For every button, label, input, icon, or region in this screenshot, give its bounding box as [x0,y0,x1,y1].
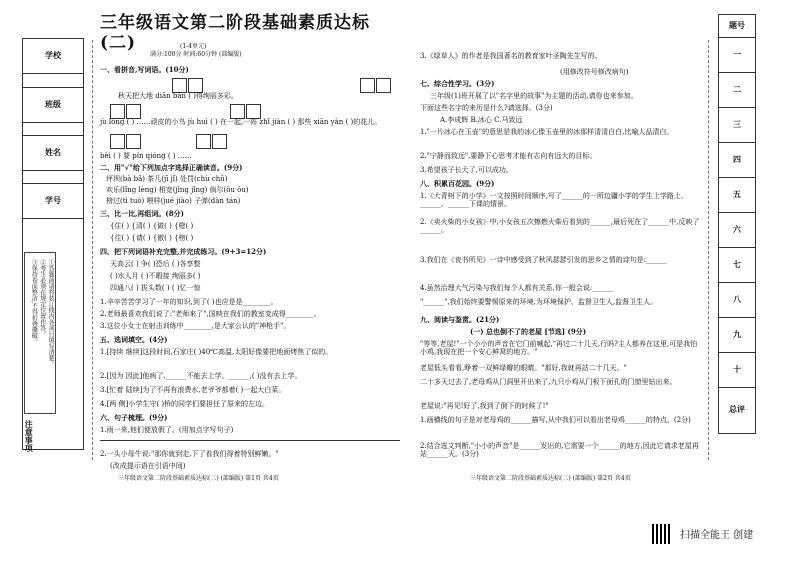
grid-cell[interactable] [126,134,141,149]
notice-line: ①答题前请将装订线内各项目填写清楚。 [47,259,55,367]
name-field [23,135,83,171]
class-field [23,87,83,123]
score-item[interactable]: 十 [719,352,755,388]
s7-intro: 三年级(1)班开展了以"名字里的故事"为主题的活动,请你也来参加。 [430,92,638,100]
s4-q2: 2.老师最喜欢我们说了:"老师来了",国映在我们的教室变成得________。 [100,310,321,318]
grid-cell[interactable] [110,104,125,119]
s7-item: 2."宁静而致远",要静下心思考才能有志向有远大的目标。 [420,152,597,160]
s2-row: 榜过(tì tuò) 喂样(jué jiào) 子弹(dàn tán) [106,197,241,205]
grid-cell[interactable] [188,78,203,93]
grid-cell[interactable] [212,134,227,149]
section-7-title: 七、综合性学习。(3分) [420,79,495,88]
s8-q4b: "______",我们始终要警惕原来的环境,为环境保护、监督卫生人,监督卫生人。 [420,298,658,306]
s1-line-4: bèi ( ) 要 pín qióng ( ) …… [100,152,192,160]
grid-cell[interactable] [110,134,125,149]
s7-item: 3.希望孩子长大了,可以成功。 [420,166,513,174]
p2-q3: 3.《绿草人》的作者是我国著名的教育家叶圣陶先生写的。 [420,52,602,60]
grid-cell[interactable] [172,78,187,93]
scanner-watermark: 扫描全能王 创建 [680,530,754,541]
s3-row: {往( ) {请( ) {傲( ) {榜( ) [110,234,194,242]
score-header: 题号 [719,15,755,38]
grid-cell[interactable] [196,134,211,149]
story-paragraph: 老屋低头看看,睁着一双鲜绿瓣的眼睛。"那好,我就再站二十几天。" [420,364,627,372]
s7-options: A.李成辉 B.冰心 C.马致远 [440,116,523,124]
s1-line-2: jù lǒng ( ) ……顽皮的小鸟 jù huì ( ) 在一起,一阵 zhǐ jiàn ( ) 那些 xiān yàn ( )的花儿。 [100,118,382,126]
section-6-title: 六、句子梳理。(9分) [100,413,168,422]
score-item[interactable]: 八 [719,282,755,318]
score-item[interactable]: 二 [719,72,755,108]
s8-q4: 4.虽然治理大气污染与我们每个人都有关系,你一般会说:______ [420,284,614,292]
section-5-title: 五、选词填空。(4分) [100,335,168,344]
grid-cell[interactable] [246,104,261,119]
s4-row: 四通八( ) 拔头数( ) ( )忆一惊 [110,284,201,292]
s1-line-1: 秋天把大地 diǎn bàn ( )得绚丽多彩。 [118,92,238,100]
s5-q2: 2.[因为 因此]他病了,______不能去上学。______,( )没有去上学。 [100,372,302,380]
number-label: 学号 [45,195,61,206]
notice-line: ③保持卷面整洁,不得折叠撕破。 [30,259,38,345]
notice-line: ②考生必须在规定位置作答。 [38,259,46,337]
score-item[interactable]: 五 [719,177,755,213]
score-item[interactable]: 七 [719,247,755,283]
writing-grid [172,78,203,93]
writing-grid [110,134,141,149]
s5-q1: 1.[持续 继续]这段时间,石家庄( )40℃高温,太阳好像要把地面烤焦了似的。 [100,348,333,356]
exam-units: (1-4单元) [180,43,207,50]
notice-box [24,252,56,414]
grid-cell[interactable] [126,104,141,119]
page-2-footer: 三年级语文第二阶段基础素质达标(二) (部编版) 第2页 共4页 [470,475,631,482]
score-total[interactable]: 总评 [729,403,745,414]
page-1-footer: 三年级语文第二阶段基础素质达标(二) (部编版) 第1页 共4页 [118,475,279,482]
section-2-title: 二、用"√"给下列加点字选择正确读音。(9分) [100,163,243,172]
s7-item: 1."一片冰心在玉壶"的意思是我的冰心像玉壶里的冰那样清清白白,比喻人品清白。 [420,128,674,136]
score-item[interactable]: 九 [719,317,755,353]
section-1-title: 一、看拼音,写词语。(10分) [100,65,189,74]
section-3-title: 三、比一比,再组词。(8分) [100,209,184,218]
s6-q2: 2.一头小母牛说:"那你就到走,下了看我们得着特别鲜嫩。" [100,450,279,458]
writing-grid [110,104,141,119]
exam-meta: 满分:100分 时间:60分钟 (部编版) [150,51,242,58]
story-paragraph: "等等,老屋!"一个小小的声音在它门前喊起,"再过二十几天,行吗?主人都养在这里,可是我怕小鸡,我现在把一个安心鲜窝的地方。" [420,340,698,357]
score-strip [718,14,756,434]
writing-grid [360,78,391,93]
writing-grid [230,104,261,119]
s6-q1: 1.雨一来,他们便放假了。(用加点字写句子) [100,426,234,434]
class-label: 班级 [45,99,61,110]
school-field [23,39,83,74]
school-label: 学校 [45,50,61,61]
s2-row: 欢乐(lǐng lèng) 相宽(jìng jǐng) 倘尔(ǒu ǒu) [106,186,249,194]
s5-q4: 4.[两 侧]小学生守( )桥的同学们要担任了原来的左边。 [100,400,270,408]
binding-line [92,40,93,460]
exam-title: 三年级语文第二阶段基础素质达标(二) [100,13,370,53]
score-item[interactable]: 六 [719,212,755,248]
reading-q2: 2.结合选文判断,"小小的声音"是______发出的,它需要一个______的地方,因此它请求老屋再站______天。(3分) [420,442,699,459]
section-8-title: 八、积累百花园。(9分) [420,179,495,188]
number-field [23,183,83,219]
s4-q3: 3.这位小女士在射击训练中________,是大家公认的"神枪手"。 [100,322,291,330]
notice-lines [29,259,54,367]
s4-row: 天高云( ) 争( )恐后 ( )各享整 [110,260,201,268]
s2-row: 坪坝(bà bǎ) 茶几(jī jǐ) 处罚(chù chǔ) [106,175,228,183]
writing-grid [196,134,227,149]
section-9-title: 九、阅读与鉴赏。(21分) [420,315,500,324]
grid-cell[interactable] [376,78,391,93]
s6-q2-note: (改成提示语在引语中间) [110,462,186,470]
s3-row: {住( ) {清( ) {做( ) {橙( ) [110,222,194,230]
story-title: (一) 总也倒不了的老屋 [节选] (9分) [470,327,587,336]
s8-q2: 2.《卖火柴的小女孩》中,小女孩五次擦燃火柴后看到的______,最后死在了______中,反映了______。 [420,218,700,235]
qr-code-icon [652,524,672,544]
grid-cell[interactable] [360,78,375,93]
p2-q3-note: (用修改符号修改病句) [560,68,629,76]
s4-row: ( )水人月 ( )不暇接 绚丽多( ) [110,272,201,280]
story-paragraph: 老屋说:"再见!好了,我到了倒下的时候了!" [420,402,549,410]
score-item[interactable]: 四 [719,142,755,178]
s8-q3: 3.我们在《夜书所见》一诗中感受到了秋风瑟瑟引发的思乡之情的诗句是:______ [420,256,668,264]
grid-cell[interactable] [230,104,245,119]
s5-q3: 3.[忙着 陆续]为了不再有浪费水,老爷爷都着( )一起大白菜。 [100,386,286,394]
score-item[interactable]: 一 [719,37,755,73]
name-label: 姓名 [45,147,61,158]
answer-line[interactable] [100,440,400,441]
reading-q1: 1.画横线的句子是对老母鸡的______描写,从中我们可以看出老母鸡______的特点。(2分) [420,416,691,424]
s4-q1: 1.辛辛苦苦学习了一年的知识,到了( )也应是是________。 [100,298,278,306]
s8-q1: 1.《大青树下的小学》一文按照时间顺序,写了______的一所边疆小学的学生上学路上、______、______下课的情景。 [420,192,688,209]
notice-title: 注意事项 [24,420,35,452]
binding-line-right [708,40,709,460]
s7-question: 下面这些名字的来历是什么?请选择。(3分) [420,104,553,112]
story-paragraph: 二十多天过去了,老母鸡从门洞里开出来了,九只小鸡从门板下面孔的门窗里钻出来。 [420,378,677,386]
section-4-title: 四、把下列词语补充完整,并完成练习。(9+3=12分) [100,247,267,256]
score-item[interactable]: 三 [719,107,755,143]
